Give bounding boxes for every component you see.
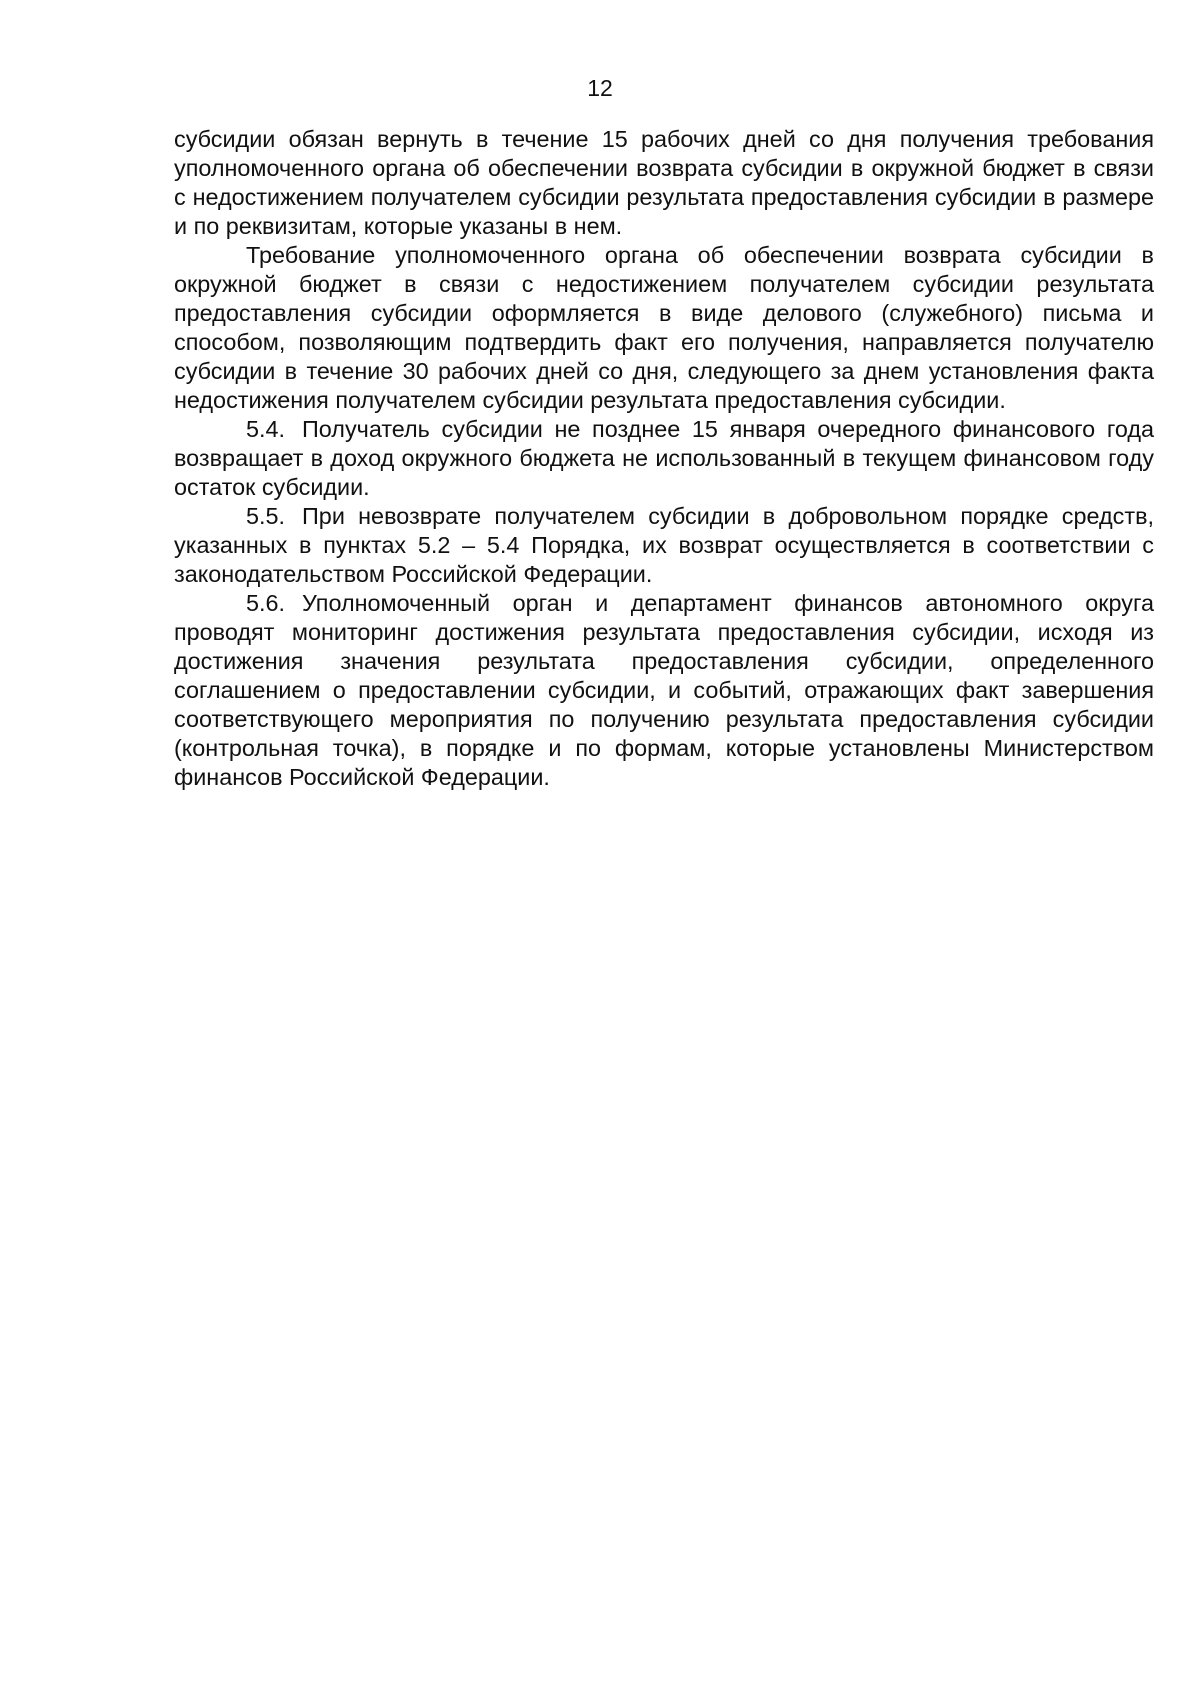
paragraph-continuation — [174, 125, 1154, 241]
paragraph-text: При невозврате получателем субсидии в добровольном порядке средств, указанных в пунктах 5.2 – 5.4 Порядка, их возврат осуществляется в соответствии с законодательством Российской Федерации. — [174, 503, 1154, 587]
paragraph-5-4 — [174, 415, 1154, 502]
paragraph-number: 5.4. — [246, 416, 286, 442]
paragraph-number: 5.5. — [246, 503, 286, 529]
paragraph-5-5 — [174, 502, 1154, 589]
page-number: 12 — [587, 75, 613, 101]
paragraph-text: субсидии обязан вернуть в течение 15 рабочих дней со дня получения требования уполномоченного органа об обеспечении возврата субсидии в окружной бюджет в связи с недостижением получателем субсидии результата предоставления субсидии в размере и по реквизитам, которые указаны в нем. — [174, 126, 1154, 239]
paragraph-text: Получатель субсидии не позднее 15 января очередного финансового года возвращает в доход окружного бюджета не использованный в текущем финансовом году остаток субсидии. — [174, 416, 1154, 500]
document-body — [174, 125, 1154, 792]
paragraph-5-6 — [174, 589, 1154, 792]
paragraph-text: Требование уполномоченного органа об обеспечении возврата субсидии в окружной бюджет в связи с недостижением получателем субсидии результата предоставления субсидии оформляется в виде делового (служебного) письма и способом, позволяющим подтвердить факт его получения, направляется получателю субсидии в течение 30 рабочих дней со дня, следующего за днем установления факта недостижения получателем субсидии результата предоставления субсидии. — [174, 242, 1154, 413]
paragraph-number: 5.6. — [246, 590, 286, 616]
paragraph-text: Уполномоченный орган и департамент финансов автономного округа проводят мониторинг достижения результата предоставления субсидии, исходя из достижения значения результата предоставления субсидии, определенного соглашением о предоставлении субсидии, и событий, отражающих факт завершения соответствующего мероприятия по получению результата предоставления субсидии (контрольная точка), в порядке и по формам, которые установлены Министерством финансов Российской Федерации. — [174, 590, 1154, 790]
paragraph-refund-requirement — [174, 241, 1154, 415]
